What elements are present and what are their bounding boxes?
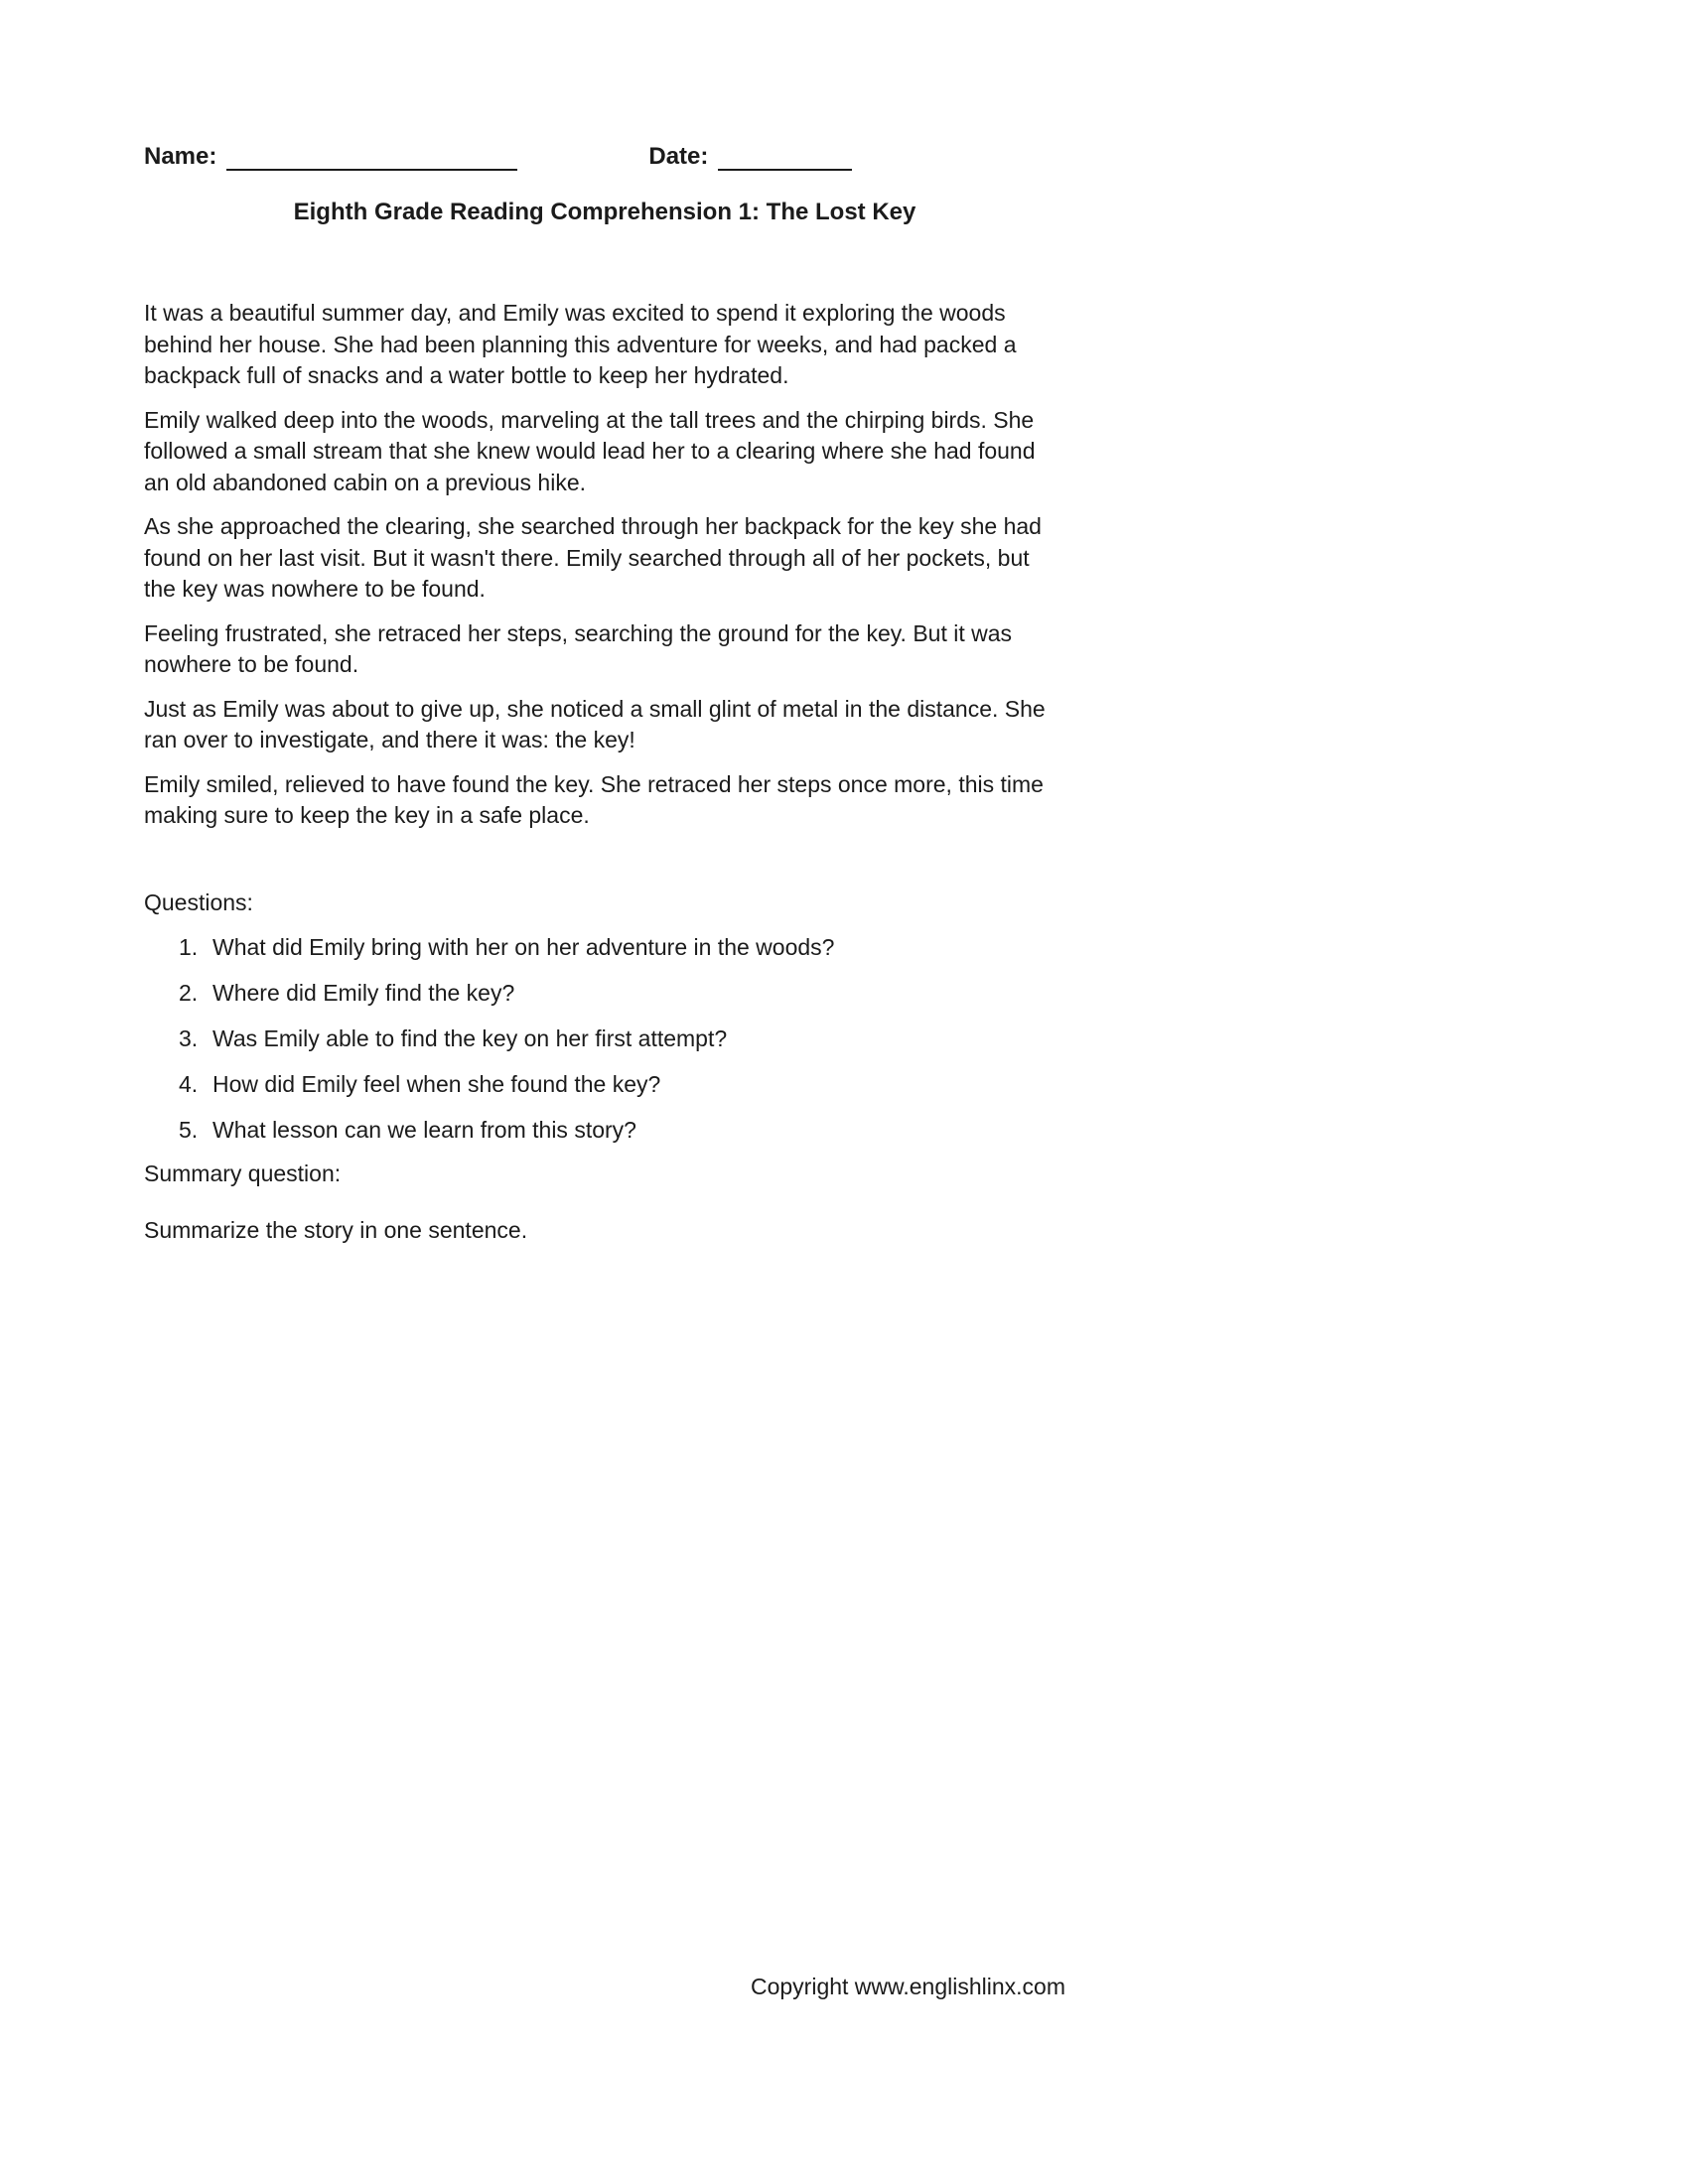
question-item — [144, 978, 1065, 1009]
story-passage — [144, 298, 1065, 832]
question-item — [144, 1024, 1065, 1054]
name-date-row — [144, 137, 1065, 171]
question-number: 1. — [179, 933, 199, 960]
date-fill-line — [718, 143, 852, 171]
question-text: What lesson can we learn from this story? — [212, 1116, 636, 1143]
question-item — [144, 1069, 1065, 1100]
question-text: How did Emily feel when she found the key? — [212, 1070, 661, 1097]
question-text: Was Emily able to find the key on her first attempt? — [212, 1024, 728, 1051]
questions-list — [144, 932, 1065, 1146]
story-paragraph: Feeling frustrated, she retraced her steps, searching the ground for the key. But it was nowhere to be found. — [144, 619, 1013, 677]
question-item — [144, 932, 1065, 963]
question-number: 2. — [179, 979, 199, 1006]
story-paragraph: It was a beautiful summer day, and Emily was excited to spend it exploring the woods behind her house. She had been planning this adventure for weeks, and had packed a backpack full of snacks and a water bottle to keep her hydrated. — [144, 300, 1017, 388]
name-label: Name: — [144, 143, 217, 170]
question-number: 4. — [179, 1070, 199, 1097]
story-paragraph: Just as Emily was about to give up, she noticed a small glint of metal in the distance. She ran over to investigate, and there it was: the key! — [144, 695, 1046, 752]
worksheet-content — [144, 137, 1065, 1244]
question-text: What did Emily bring with her on her adventure in the woods? — [212, 933, 835, 960]
summary-heading: Summary question: — [144, 1160, 342, 1186]
story-paragraph: Emily walked deep into the woods, marveling at the tall trees and the chirping birds. She followed a small stream that she knew would lead her to a clearing where she had found an old abandoned cabin on a previous hike. — [144, 406, 1036, 495]
summary-prompt: Summarize the story in one sentence. — [144, 1216, 528, 1243]
question-number: 5. — [179, 1116, 199, 1143]
story-paragraph: Emily smiled, relieved to have found the key. She retraced her steps once more, this time making sure to keep the key in a safe place. — [144, 770, 1044, 828]
question-item — [144, 1115, 1065, 1146]
question-text: Where did Emily find the key? — [212, 979, 515, 1006]
date-label: Date: — [648, 143, 709, 170]
name-fill-line — [226, 143, 517, 171]
question-number: 3. — [179, 1024, 199, 1051]
questions-heading: Questions: — [144, 888, 253, 915]
copyright-notice: Copyright www.englishlinx.com — [750, 1974, 1065, 1999]
story-paragraph: As she approached the clearing, she searched through her backpack for the key she had found on her last visit. But it wasn't there. Emily searched through all of her pockets, but the key was nowhere to be found. — [144, 513, 1042, 602]
page-title: Eighth Grade Reading Comprehension 1: The Lost Key — [293, 199, 916, 225]
